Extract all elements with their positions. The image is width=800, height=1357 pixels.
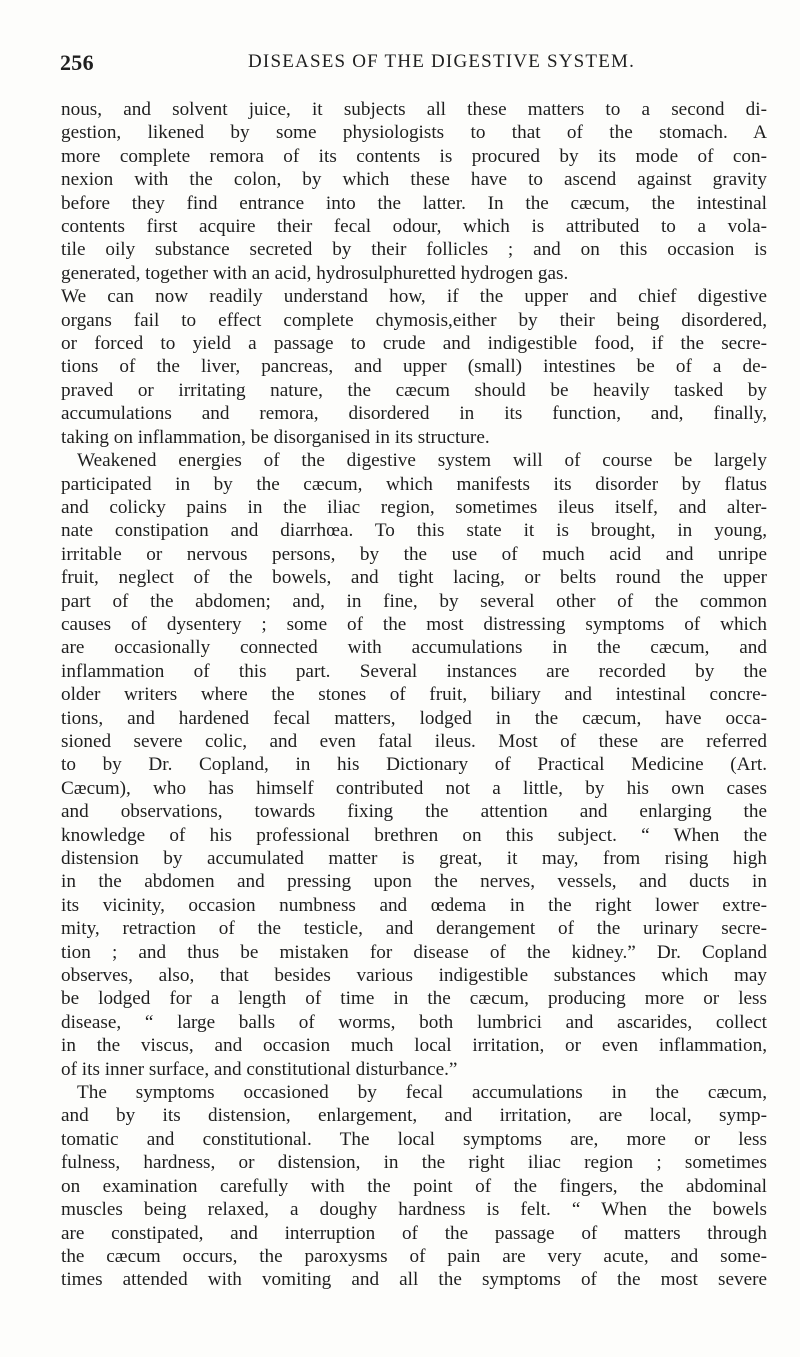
text-line: knowledge of his professional brethren on this subject. “ When the: [61, 824, 767, 846]
text-line: mity, retraction of the testicle, and derangement of the urinary secre-: [61, 918, 767, 940]
text-line: in the abdomen and pressing upon the nerves, vessels, and ducts in: [61, 871, 767, 893]
text-line: causes of dysentery ; some of the most distressing symptoms of which: [61, 613, 767, 635]
text-line: accumulations and remora, disordered in its function, and, finally,: [61, 403, 767, 425]
text-line: tion ; and thus be mistaken for disease of the kidney.” Dr. Copland: [61, 941, 767, 963]
running-head-title: DISEASES OF THE DIGESTIVE SYSTEM.: [248, 51, 636, 72]
text-line: older writers where the stones of fruit, biliary and intestinal concre-: [61, 684, 767, 706]
text-line: taking on inflammation, be disorganised in its structure.: [61, 426, 490, 448]
text-line: and observations, towards fixing the attention and enlarging the: [61, 801, 767, 823]
body-text: [61, 98, 767, 1292]
text-line: participated in by the cæcum, which manifests its disorder by flatus: [61, 473, 767, 495]
text-line: distension by accumulated matter is great, it may, from rising high: [61, 848, 767, 869]
text-line: nous, and solvent juice, it subjects all these matters to a second di-: [61, 99, 767, 120]
text-line: fulness, hardness, or distension, in the right iliac region ; sometimes: [61, 1152, 767, 1174]
text-line: to by Dr. Copland, in his Dictionary of Practical Medicine (Art.: [61, 754, 767, 776]
text-line: or forced to yield a passage to crude and indigestible food, if the secre-: [61, 333, 767, 355]
text-line: tions of the liver, pancreas, and upper (small) intestines be of a de-: [61, 356, 767, 378]
text-line: in the viscus, and occasion much local irritation, or even inflammation,: [61, 1035, 767, 1057]
text-line: are constipated, and interruption of the passage of matters through: [61, 1222, 767, 1244]
text-line: and by its distension, enlargement, and irritation, are local, symp-: [61, 1105, 767, 1127]
page-number: 256: [60, 50, 94, 75]
text-line: Weakened energies of the digestive system will of course be largely: [77, 450, 767, 472]
text-line: observes, also, that besides various indigestible substances which may: [61, 965, 767, 987]
text-line: The symptoms occasioned by fecal accumulations in the cæcum,: [77, 1082, 767, 1104]
text-line: be lodged for a length of time in the cæcum, producing more or less: [61, 988, 767, 1010]
text-line: organs fail to effect complete chymosis,either by their being disordered,: [61, 309, 767, 331]
text-line: before they find entrance into the latter. In the cæcum, the intestinal: [61, 192, 767, 214]
text-line: praved or irritating nature, the cæcum should be heavily tasked by: [61, 379, 767, 401]
text-line: times attended with vomiting and all the symptoms of the most severe: [61, 1269, 767, 1291]
text-line: generated, together with an acid, hydrosulphuretted hydrogen gas.: [61, 262, 569, 284]
text-line: its vicinity, occasion numbness and œdema in the right lower extre-: [61, 894, 767, 916]
text-line: muscles being relaxed, a doughy hardness is felt. “ When the bowels: [61, 1199, 767, 1221]
text-line: disease, “ large balls of worms, both lumbrici and ascarides, collect: [61, 1011, 767, 1033]
text-line: Cæcum), who has himself contributed not a little, by his own cases: [61, 777, 767, 799]
text-line: nate constipation and diarrhœa. To this state it is brought, in young,: [61, 520, 767, 542]
text-line: nexion with the colon, by which these have to ascend against gravity: [61, 169, 767, 191]
text-line: more complete remora of its contents is procured by its mode of con-: [61, 145, 767, 167]
text-line: of its inner surface, and constitutional disturbance.”: [61, 1058, 458, 1080]
text-line: tile oily substance secreted by their follicles ; and on this occasion is: [61, 239, 767, 261]
text-line: tomatic and constitutional. The local symptoms are, more or less: [61, 1128, 767, 1150]
text-line: tions, and hardened fecal matters, lodged in the cæcum, have occa-: [61, 707, 767, 729]
text-line: We can now readily understand how, if the upper and chief digestive: [61, 286, 767, 308]
text-line: sioned severe colic, and even fatal ileus. Most of these are referred: [61, 730, 767, 752]
text-line: and colicky pains in the iliac region, sometimes ileus itself, and alter-: [61, 496, 767, 518]
text-line: contents first acquire their fecal odour, which is attributed to a vola-: [61, 216, 767, 238]
text-line: on examination carefully with the point of the fingers, the abdominal: [61, 1175, 767, 1197]
text-line: gestion, likened by some physiologists to that of the stomach. A: [61, 122, 767, 144]
text-line: are occasionally connected with accumulations in the cæcum, and: [61, 637, 767, 659]
text-line: part of the abdomen; and, in fine, by several other of the common: [61, 590, 767, 612]
text-line: inflammation of this part. Several instances are recorded by the: [61, 660, 767, 682]
text-line: irritable or nervous persons, by the use of much acid and unripe: [61, 543, 767, 565]
running-head: [60, 50, 760, 82]
text-line: the cæcum occurs, the paroxysms of pain are very acute, and some-: [61, 1245, 767, 1267]
text-line: fruit, neglect of the bowels, and tight lacing, or belts round the upper: [61, 567, 767, 589]
